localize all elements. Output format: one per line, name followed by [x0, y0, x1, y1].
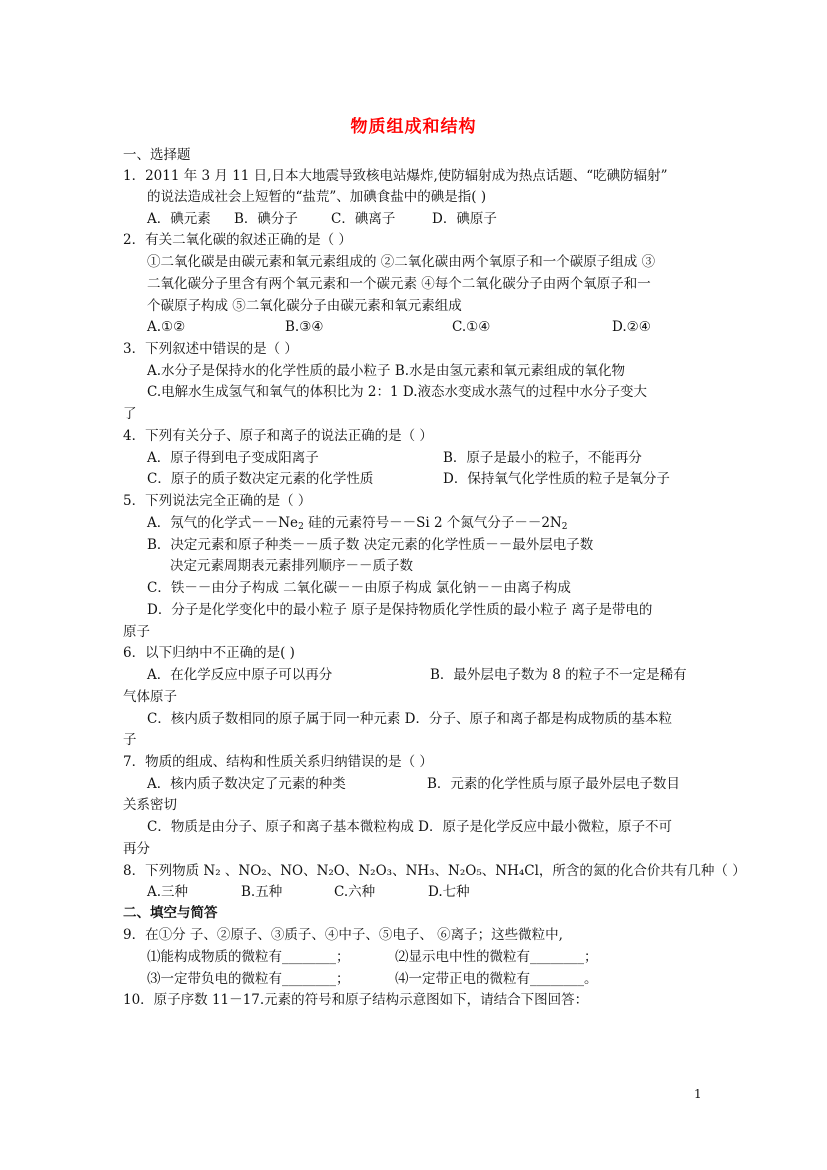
- q9-item-4: ⑷一定带正电的微粒有________。: [395, 971, 598, 987]
- q5-option-a-sub2: 2: [561, 522, 568, 532]
- q2-line-4: 个碳原子构成 ⑤二氧化碳分子由碳元素和氧元素组成: [147, 298, 462, 314]
- q5-option-a-part1: A．氖气的化学式－－Ne: [147, 515, 299, 531]
- q1-line-1: 1．2011 年 3 月 11 日,日本大地震导致核电站爆炸,使防辐射成为热点话题、“吃碘防辐射”: [123, 168, 668, 184]
- q7-option-b: B．元素的化学性质与原子最外层电子数目: [427, 776, 680, 792]
- q5-option-a: [147, 514, 567, 536]
- q7-option-b-wrap: 关系密切: [123, 797, 177, 813]
- q5-option-c: C．铁－－由分子构成 二氧化碳－－由原子构成 氯化钠－－由离子构成: [147, 580, 571, 596]
- q1-option-c: C．碘离子: [331, 211, 396, 227]
- q6-option-cd-wrap: 子: [123, 732, 137, 748]
- q2-line-2: ①二氧化碳是由碳元素和氧元素组成的 ②二氧化碳由两个氧原子和一个碳原子组成 ③: [147, 254, 656, 270]
- q4-line-1: 4．下列有关分子、原子和离子的说法正确的是（ ）: [123, 428, 433, 444]
- q2-line-1: 2．有关二氧化碳的叙述正确的是（ ）: [123, 232, 352, 248]
- q8-option-d: D.七种: [428, 884, 470, 900]
- q10-line-1: 10．原子序数 11－17.元素的符号和原子结构示意图如下，请结合下图回答：: [123, 992, 589, 1008]
- q5-option-b-line-2: 决定元素周期表元素排列顺序－－质子数: [170, 558, 413, 574]
- section-heading-fill: 二、填空与简答: [123, 905, 218, 921]
- q2-option-d: D.②④: [612, 319, 651, 335]
- q2-option-b: B.③④: [285, 319, 324, 335]
- q2-option-a: A.①②: [147, 319, 186, 335]
- q9-item-3: ⑶一定带负电的微粒有________；: [147, 971, 350, 987]
- q9-item-2: ⑵显示电中性的微粒有________；: [395, 949, 598, 965]
- q4-option-b: B．原子是最小的粒子，不能再分: [443, 450, 642, 466]
- q7-option-a: A．核内质子数决定了元素的种类: [147, 776, 346, 792]
- q8-option-b: B.五种: [241, 884, 283, 900]
- q9-item-1: ⑴能构成物质的微粒有________；: [147, 949, 350, 965]
- q6-line-1: 6．以下归纳中不正确的是( ): [123, 645, 295, 661]
- q2-line-3: 二氧化碳分子里含有两个氧元素和一个碳元素 ④每个二氧化碳分子由两个氧原子和一: [147, 276, 651, 292]
- q5-option-d-line-2: 原子: [123, 624, 150, 640]
- q1-option-d: D．碘原子: [432, 211, 497, 227]
- q5-option-b-line-1: B．决定元素和原子种类－－质子数 决定元素的化学性质－－最外层电子数: [147, 537, 594, 553]
- q3-line-2: A.水分子是保持水的化学性质的最小粒子 B.水是由氢元素和氧元素组成的氧化物: [147, 363, 626, 379]
- q3-line-4: 了: [123, 406, 137, 422]
- q7-option-cd: C．物质是由分子、原子和离子基本微粒构成 D．原子是化学反应中最小微粒，原子不可: [147, 819, 672, 835]
- q5-option-d-line-1: D．分子是化学变化中的最小粒子 原子是保持物质化学性质的最小粒子 离子是带电的: [147, 602, 653, 618]
- q3-line-1: 3．下列叙述中错误的是（ ）: [123, 341, 298, 357]
- section-heading-choice: 一、选择题: [123, 147, 191, 163]
- q5-option-a-sub1: 2: [298, 522, 304, 532]
- q7-line-1: 7．物质的组成、结构和性质关系归纳错误的是（ ）: [123, 754, 433, 770]
- q5-line-1: 5．下列说法完全正确的是（ ）: [123, 493, 312, 509]
- q4-option-c: C．原子的质子数决定元素的化学性质: [147, 471, 374, 487]
- q4-option-d: D．保持氧气化学性质的粒子是氧分子: [443, 471, 670, 487]
- q6-option-a: A．在化学反应中原子可以再分: [147, 667, 333, 683]
- q8-option-a: A.三种: [147, 884, 189, 900]
- q1-option-a: A．碘元素: [147, 211, 211, 227]
- q9-line-1: 9．在①分 子、②原子、③质子、④中子、⑤电子、 ⑥离子；这些微粒中,: [123, 927, 563, 943]
- page-number: 1: [694, 1087, 702, 1101]
- q5-option-a-part2: 硅的元素符号－－Si 2 个氮气分子－－2N: [303, 515, 562, 531]
- q3-line-3: C.电解水生成氢气和氧气的体积比为 2：1 D.液态水变成水蒸气的过程中水分子变大: [147, 384, 648, 400]
- q8-option-c: C.六种: [334, 884, 376, 900]
- q4-option-a: A．原子得到电子变成阳离子: [147, 450, 319, 466]
- q6-option-b-wrap: 气体原子: [123, 689, 177, 705]
- q6-option-cd: C．核内质子数相同的原子属于同一种元素 D．分子、原子和离子都是构成物质的基本粒: [147, 711, 672, 727]
- q6-option-b: B．最外层电子数为 8 的粒子不一定是稀有: [430, 667, 687, 683]
- page-title: 物质组成和结构: [350, 117, 477, 137]
- q7-option-cd-wrap: 再分: [123, 841, 150, 857]
- q8-line-1: 8．下列物质 N₂ 、NO₂、NO、N₂O、N₂O₃、NH₃、N₂O₅、NH₄Cl，所含的氮的化合价共有几种（ ）: [123, 863, 746, 879]
- q1-line-2: 的说法造成社会上短暂的“盐荒”、加碘食盐中的碘是指( ): [147, 189, 487, 205]
- q2-option-c: C.①④: [452, 319, 491, 335]
- q1-option-b: B．碘分子: [234, 211, 298, 227]
